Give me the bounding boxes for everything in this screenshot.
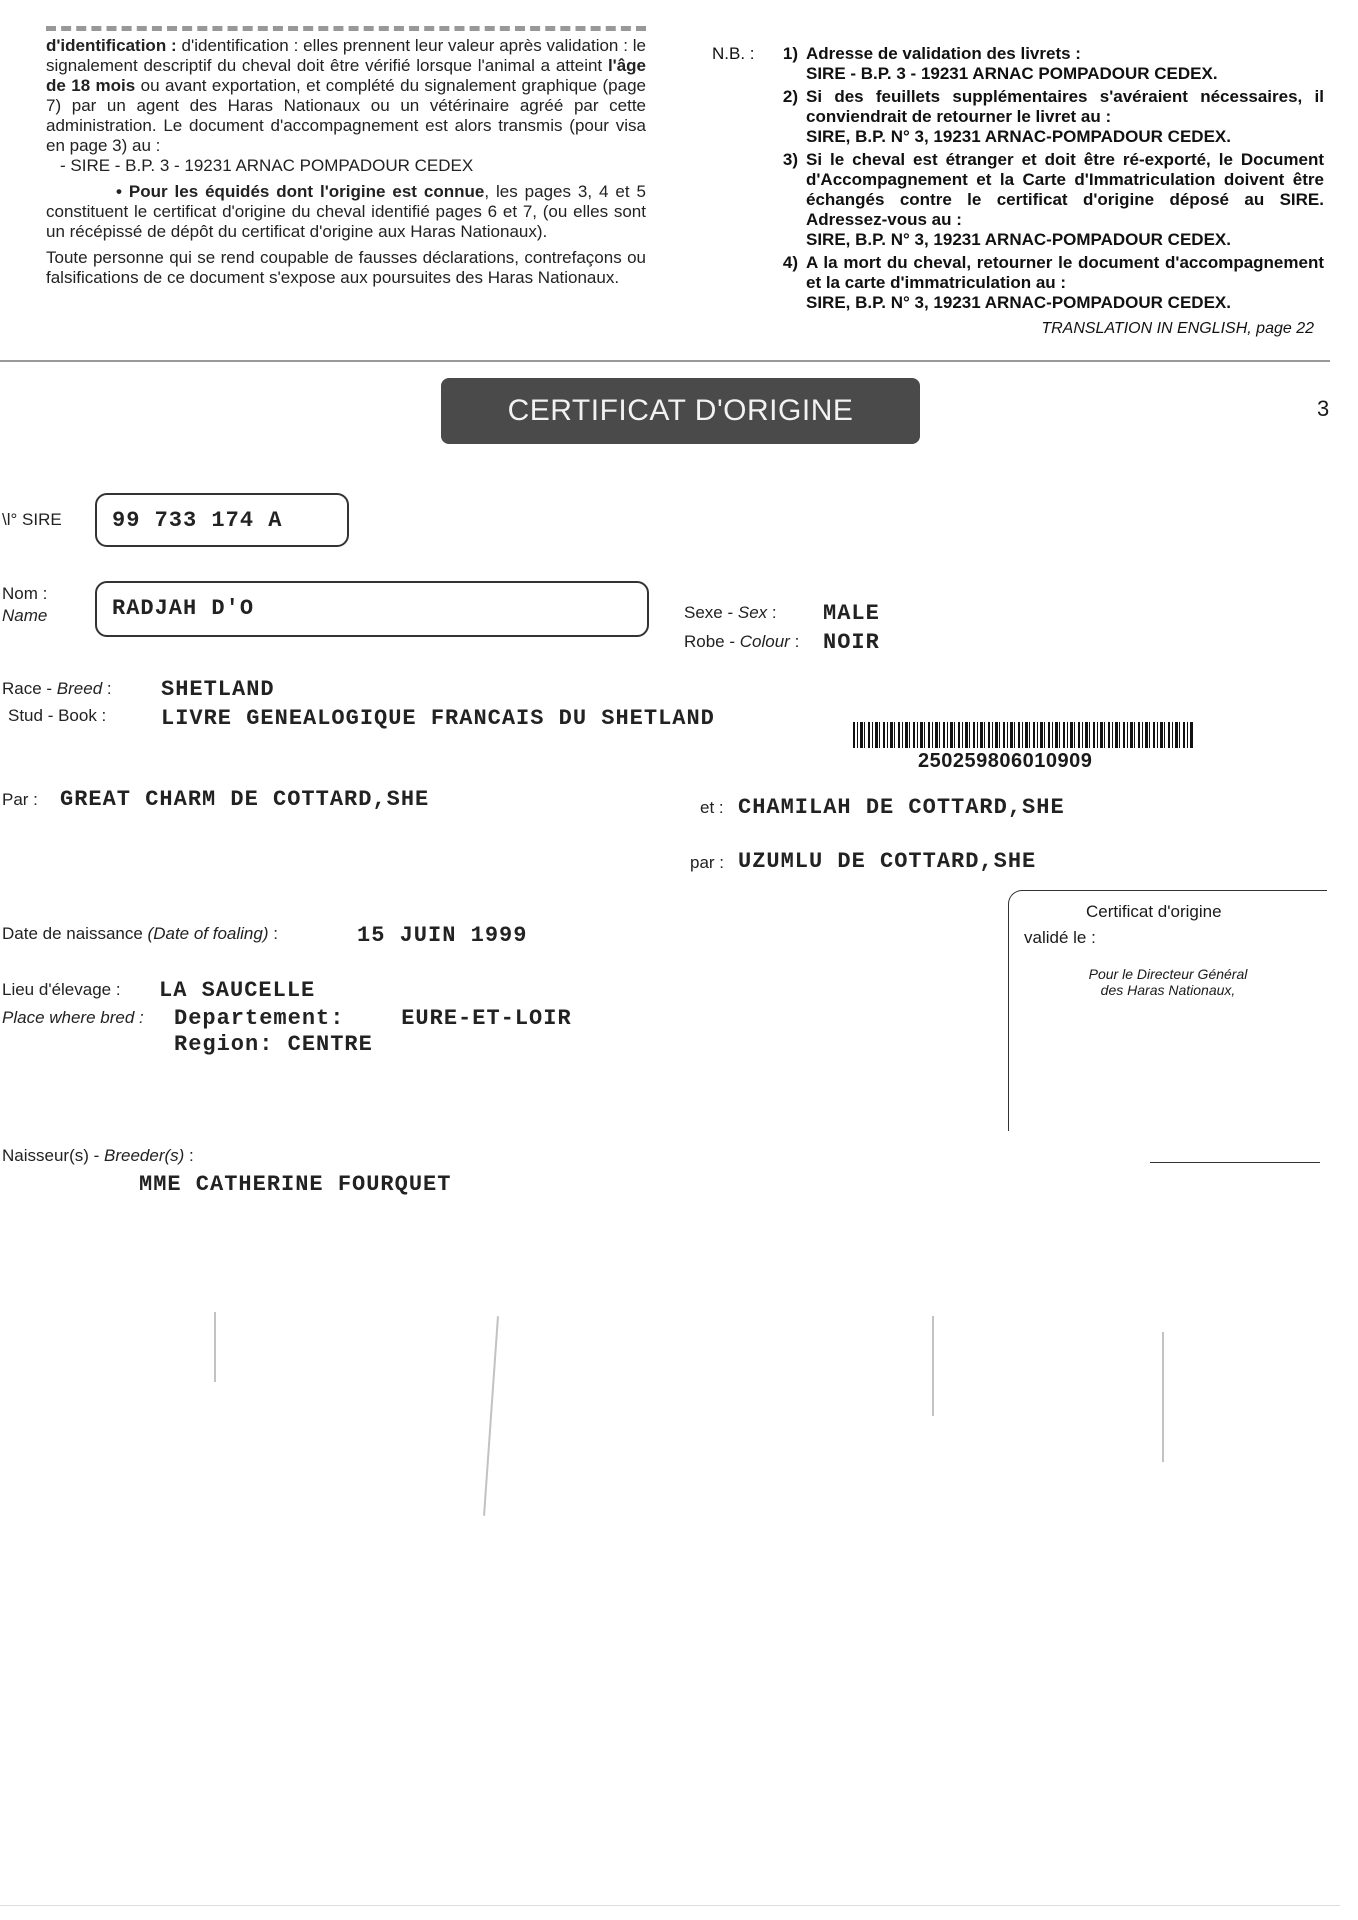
- studbook-value: LIVRE GENEALOGIQUE FRANCAIS DU SHETLAND: [161, 706, 715, 731]
- instructions-left-column: [46, 36, 646, 294]
- dob-label-fr: Date de naissance: [2, 924, 148, 943]
- nb-number: 2): [782, 87, 798, 106]
- place-label: Place where bred :: [2, 1008, 144, 1027]
- nb-label-spacer: [712, 150, 768, 250]
- nb-label: N.B. :: [712, 44, 755, 63]
- nb-item-4: [712, 253, 1324, 313]
- dob-label-en: (Date of foaling): [147, 924, 269, 943]
- dob-value: 15 JUIN 1999: [357, 923, 528, 948]
- race-label-en: Breed: [56, 679, 103, 698]
- race-label-fr: Race -: [2, 679, 57, 698]
- et-label: et :: [700, 798, 724, 817]
- region-value: Region: CENTRE: [174, 1032, 373, 1057]
- dam-sire-value: UZUMLU DE COTTARD,SHE: [738, 849, 1037, 874]
- race-value: SHETLAND: [161, 677, 275, 702]
- nb-item-1: [712, 44, 1324, 84]
- scan-artifact: [214, 1312, 216, 1382]
- nb-text: [806, 253, 1324, 313]
- para1-text: d'identification : elles prennent leur valeur après validation : le signalement descriptif du cheval doit être vérifié lorsque l'animal a atteint: [46, 36, 646, 75]
- signature-line: [1150, 1162, 1320, 1163]
- barcode: [853, 722, 1193, 748]
- instruction-paragraph-1: [46, 36, 646, 176]
- para2-bold: • Pour les équidés dont l'origine est connue: [116, 182, 485, 201]
- nb-number: 3): [782, 150, 798, 169]
- nb-text: [806, 87, 1324, 147]
- nb-item-text: Si le cheval est étranger et doit être ré-exporté, le Document d'Accompagnement et la Carte d'Immatriculation doivent être échangés contre le certificat d'origine déposé au SIRE. Adressez-vous au :: [806, 150, 1324, 229]
- director-line-2: des Haras Nationaux,: [1100, 982, 1236, 998]
- nb-label-spacer: [712, 87, 768, 147]
- scan-artifact: [932, 1316, 934, 1416]
- lieu-label: Lieu d'élevage :: [2, 980, 121, 999]
- nb-item-3: [712, 150, 1324, 250]
- robe-label: Robe - Colour :: [684, 632, 800, 651]
- breeder-label: Naisseur(s) - Breeder(s) :: [2, 1146, 194, 1165]
- validation-box: [1008, 890, 1327, 1131]
- scan-artifact: [1162, 1332, 1164, 1462]
- race-label: Race - Breed :: [2, 679, 112, 698]
- scan-artifact: [483, 1316, 499, 1516]
- page-fold-line: [0, 360, 1330, 362]
- instruction-paragraph-2: [46, 182, 646, 242]
- nb-notes-column: [712, 44, 1324, 339]
- nb-item-text: Adresse de validation des livrets :: [806, 44, 1081, 63]
- robe-label-fr: Robe -: [684, 632, 740, 651]
- departement-value: Departement: EURE-ET-LOIR: [174, 1006, 572, 1031]
- para1-text-continued: ou avant exportation, et complété du signalement graphique (page 7) par un agent des Haras Nationaux ou un vétérinaire agréé par cette administration. Le document d'accompagnement est alors transmis (pour visa en page 3) au :: [46, 76, 647, 155]
- place-label-text: Place where bred: [2, 1008, 135, 1027]
- sire-label: \l° SIRE: [2, 510, 62, 529]
- sexe-label-fr: Sexe -: [684, 603, 738, 622]
- robe-label-en: Colour: [739, 632, 790, 651]
- robe-value: NOIR: [823, 630, 880, 655]
- nb-item-address: SIRE - B.P. 3 - 19231 ARNAC POMPADOUR CEDEX.: [806, 64, 1218, 83]
- barcode-number: 250259806010909: [918, 750, 1093, 772]
- nb-item-address: SIRE, B.P. N° 3, 19231 ARNAC-POMPADOUR CEDEX.: [806, 293, 1231, 312]
- certificate-title-banner: CERTIFICAT D'ORIGINE: [441, 378, 920, 444]
- nb-number: 4): [782, 253, 798, 272]
- name-label: Name: [2, 606, 48, 625]
- page-bottom-edge: [0, 1905, 1340, 1906]
- para1-address: - SIRE - B.P. 3 - 19231 ARNAC POMPADOUR CEDEX: [60, 156, 474, 175]
- translation-note: TRANSLATION IN ENGLISH, page 22: [1041, 320, 1314, 337]
- sire-number-value: 99 733 174 A: [112, 508, 283, 533]
- breeder-label-fr: Naisseur(s) -: [2, 1146, 105, 1165]
- nom-label: Nom :: [2, 584, 48, 603]
- nb-text: [806, 150, 1324, 250]
- studbook-label: Stud - Book :: [8, 706, 107, 725]
- sexe-label: Sexe - Sex :: [684, 603, 777, 622]
- horse-name-value: RADJAH D'O: [112, 596, 255, 621]
- page-number: 3: [1317, 396, 1330, 421]
- dob-label: Date de naissance (Date of foaling) :: [2, 924, 278, 943]
- instruction-paragraph-3: Toute personne qui se rend coupable de fausses déclarations, contrefaçons ou falsifications de ce document s'expose aux poursuites des Haras Nationaux.: [46, 248, 646, 287]
- nb-text: [806, 44, 1324, 84]
- nb-item-text: Si des feuillets supplémentaires s'avéraient nécessaires, il conviendrait de retourner le livret au :: [806, 87, 1324, 126]
- dam-sire-label: par :: [690, 853, 725, 872]
- nb-number: 1): [782, 44, 798, 63]
- nb-item-address: SIRE, B.P. N° 3, 19231 ARNAC-POMPADOUR CEDEX.: [806, 127, 1231, 146]
- para1-lead: d'identification :: [46, 36, 177, 55]
- sire-parent-value: GREAT CHARM DE COTTARD,SHE: [60, 787, 430, 812]
- par-label: Par :: [2, 790, 38, 809]
- breeder-label-en: Breeder(s): [104, 1146, 185, 1165]
- validation-date-label: validé le :: [1024, 928, 1096, 947]
- nb-item-2: [712, 87, 1324, 147]
- nb-item-text: A la mort du cheval, retourner le document d'accompagnement et la carte d'immatriculation au :: [806, 253, 1324, 292]
- lieu-value: LA SAUCELLE: [159, 978, 316, 1003]
- director-line-1: Pour le Directeur Général: [1088, 966, 1248, 982]
- validation-title: Certificat d'origine: [1086, 902, 1222, 921]
- breeder-value: MME CATHERINE FOURQUET: [139, 1172, 452, 1197]
- dam-value: CHAMILAH DE COTTARD,SHE: [738, 795, 1065, 820]
- nb-label-spacer: [712, 253, 768, 313]
- nb-item-address: SIRE, B.P. N° 3, 19231 ARNAC-POMPADOUR CEDEX.: [806, 230, 1231, 249]
- para2-text: , les pages 3, 4 et 5 constituent le certificat d'origine du cheval identifié pages 6 et 7, (ou elles sont un récépissé de dépôt du certificat d'origine aux Haras Nationaux).: [46, 182, 646, 241]
- sexe-value: MALE: [823, 601, 880, 626]
- validation-director: [1048, 966, 1288, 998]
- sexe-label-en: Sex: [737, 603, 768, 622]
- para1-bold: l'âge de 18 mois: [46, 56, 646, 95]
